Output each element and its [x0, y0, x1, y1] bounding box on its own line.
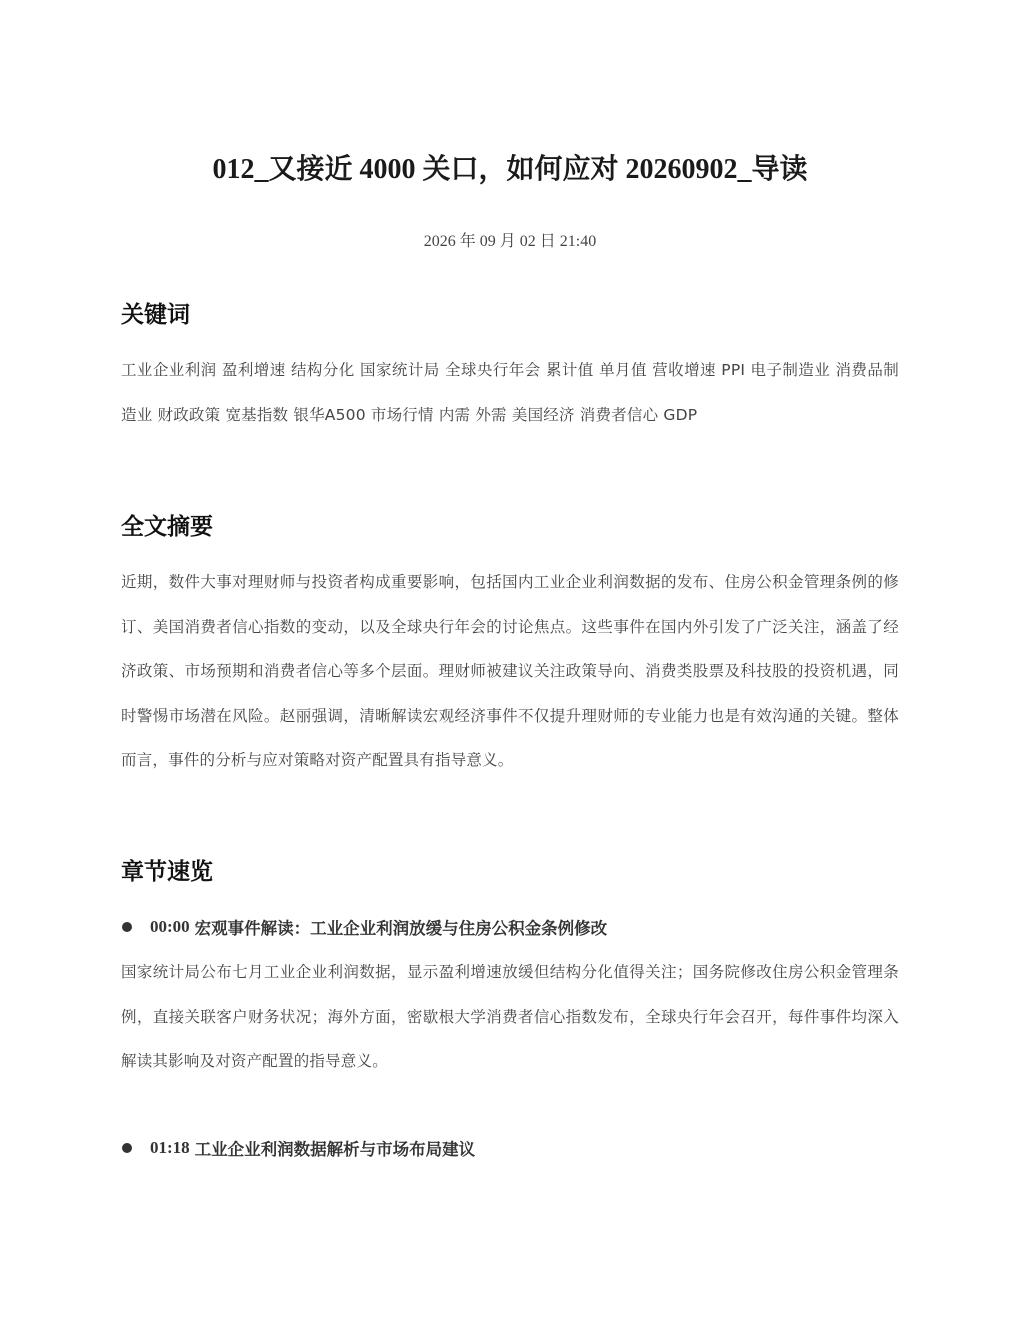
- chapter-item-1: [121, 912, 899, 942]
- chapter-item-2: [121, 1133, 899, 1163]
- bullet-icon: [122, 922, 132, 932]
- document-title: 012_又接近 4000 关口，如何应对 20260902_导读: [212, 154, 808, 185]
- chapter-text-1: 国家统计局公布七月工业企业利润数据，显示盈利增速放缓但结构分化值得关注；国务院修改住房公积金管理条例，直接关联客户财务状况；海外方面，密歇根大学消费者信心指数发布，全球央行年会召开，每件事件均深入解读其影响及对资产配置的指导意义。: [121, 963, 899, 1070]
- chapter-time: 00:00: [150, 917, 190, 936]
- chapter-time: 01:18: [150, 1138, 190, 1157]
- document-date: 2026 年 09 月 02 日 21:40: [423, 233, 597, 250]
- keywords-heading: 关键词: [121, 302, 190, 328]
- summary-heading: 全文摘要: [121, 514, 213, 540]
- bullet-icon: [122, 1143, 132, 1153]
- chapter-title: 工业企业利润数据解析与市场布局建议: [194, 1140, 476, 1159]
- chapter-title: 宏观事件解读：工业企业利润放缓与住房公积金条例修改: [194, 919, 608, 938]
- chapters-heading: 章节速览: [121, 859, 213, 885]
- keywords-text: 工业企业利润 盈利增速 结构分化 国家统计局 全球央行年会 累计值 单月值 营收增速 PPI 电子制造业 消费品制造业 财政政策 宽基指数 银华A500 市场行情 内需 外需 美国经济 消费者信心 GDP: [121, 361, 899, 424]
- summary-text: 近期，数件大事对理财师与投资者构成重要影响，包括国内工业企业利润数据的发布、住房公积金管理条例的修订、美国消费者信心指数的变动，以及全球央行年会的讨论焦点。这些事件在国内外引发了广泛关注，涵盖了经济政策、市场预期和消费者信心等多个层面。理财师被建议关注政策导向、消费类股票及科技股的投资机遇，同时警惕市场潜在风险。赵丽强调，清晰解读宏观经济事件不仅提升理财师的专业能力也是有效沟通的关键。整体而言，事件的分析与应对策略对资产配置具有指导意义。: [121, 573, 899, 769]
